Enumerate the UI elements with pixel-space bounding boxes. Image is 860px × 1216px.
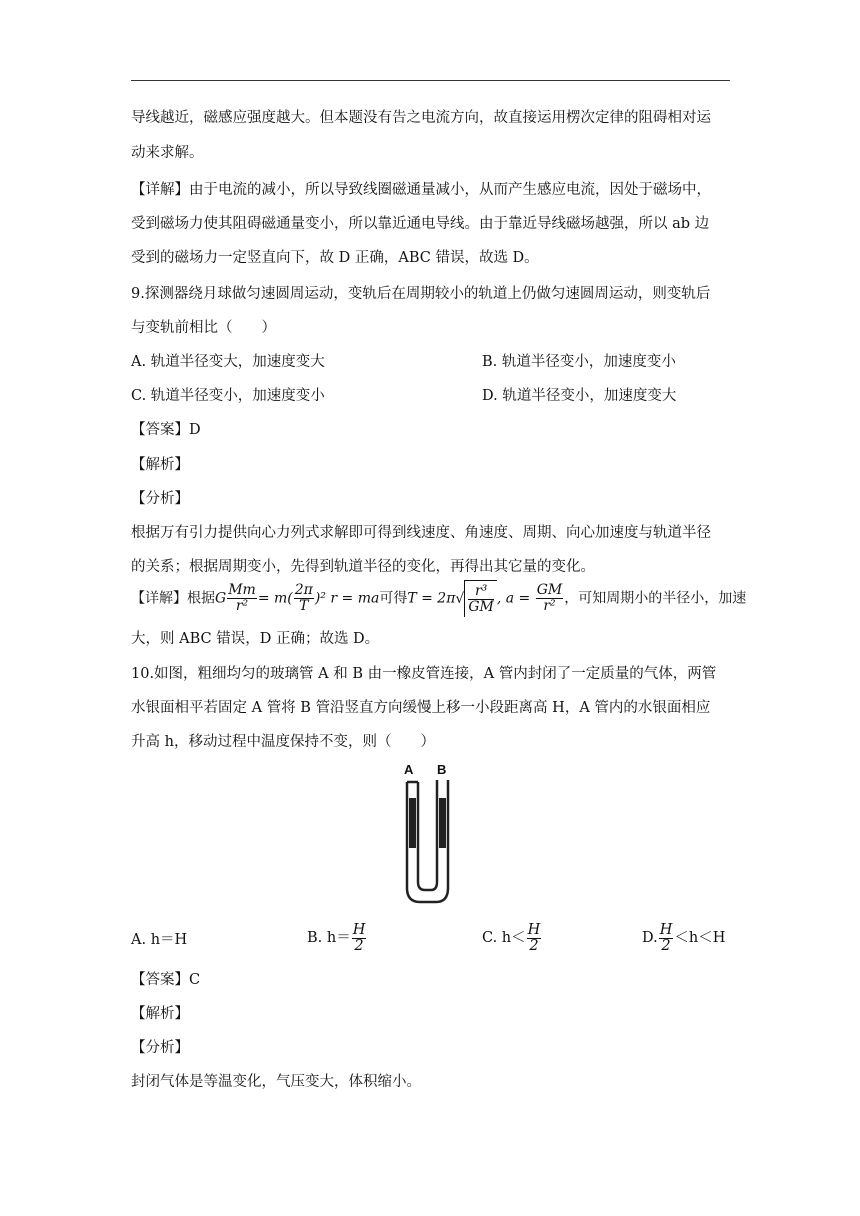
detail-prefix: 【详解】根据 xyxy=(131,590,215,607)
q10-stem: 升高 h，移动过程中温度保持不变，则（ ） xyxy=(131,734,435,750)
q10-stem: 10.如图，粗细均匀的玻璃管 A 和 B 由一橡皮管连接，A 管内封闭了一定质量的气体，两管 xyxy=(131,666,717,682)
q10-option-a: A. h＝H xyxy=(131,932,188,948)
q10-option-b xyxy=(307,920,367,956)
formula-part: = m( xyxy=(257,590,293,607)
frac-denominator: 2 xyxy=(529,937,539,954)
formula-2pi-over-t: $\frac{2\pi}{T}$ xyxy=(294,582,313,614)
q9-option-d: D. 轨道半径变小，加速度变大 xyxy=(482,388,677,404)
formula-sqrt: √ $\frac{\text{r³}}{GM}$ xyxy=(455,580,496,617)
q10-answer: 【答案】C xyxy=(131,972,201,988)
frac-numerator: H xyxy=(527,921,541,938)
fraction-h-over-2 xyxy=(659,923,674,954)
text-line: 动来求解。 xyxy=(131,145,204,161)
text-line: 【详解】由于电流的减小，所以导致线圈磁通量减小，从而产生感应电流，因处于磁场中， xyxy=(131,182,711,198)
fraction-h-over-2 xyxy=(352,923,367,954)
mercury-column-b xyxy=(439,798,446,848)
formula-gm-over-r2: $\frac{GM}{\text{r²}}$ xyxy=(536,582,563,614)
text-line: 受到磁场力使其阻碍磁通量变小，所以靠近通电导线。由于靠近导线磁场越强，所以 ab 边 xyxy=(131,216,710,232)
q9-detail-formula-line xyxy=(131,580,746,617)
formula-mm-over-r2: $\frac{Mm}{\text{r²}}$ xyxy=(228,582,256,614)
formula-part: )² r = ma xyxy=(314,590,380,607)
q10-option-d xyxy=(642,920,725,956)
q10-option-b-prefix: B. h＝ xyxy=(307,930,351,946)
mercury-column-a xyxy=(409,798,416,848)
header-rule xyxy=(131,80,730,81)
q10-option-d-suffix: ＜h＜H xyxy=(674,930,726,946)
detail-mid: 可得 xyxy=(379,590,408,607)
q10-stem: 水银面相平若固定 A 管将 B 管沿竖直方向缓慢上移一小段距离高 H，A 管内的水银面相应 xyxy=(131,700,711,716)
inner-tube-wall xyxy=(418,780,437,890)
u-tube-diagram xyxy=(398,760,458,910)
text-line: 受到的磁场力一定竖直向下，故 D 正确，ABC 错误，故选 D。 xyxy=(131,250,539,266)
q9-fenxi-heading: 【分析】 xyxy=(131,491,189,507)
q10-analysis-heading: 【解析】 xyxy=(131,1006,189,1022)
q9-option-a: A. 轨道半径变大，加速度变大 xyxy=(131,354,325,370)
q9-detail-text: 大，则 ABC 错误，D 正确；故选 D。 xyxy=(131,631,380,647)
tube-label-a: A xyxy=(404,762,414,777)
frac-numerator: H xyxy=(352,921,366,938)
q9-fenxi-text: 根据万有引力提供向心力列式求解即可得到线速度、角速度、周期、向心加速度与轨道半径 xyxy=(131,525,711,541)
tube-label-b: B xyxy=(437,762,447,777)
q9-fenxi-text: 的关系；根据周期变小，先得到轨道半径的变化，再得出其它量的变化。 xyxy=(131,559,595,575)
fraction-h-over-2 xyxy=(527,923,542,954)
q9-stem: 9.探测器绕月球做匀速圆周运动，变轨后在周期较小的轨道上仍做匀速圆周运动，则变轨后 xyxy=(131,286,711,302)
q9-option-b: B. 轨道半径变小，加速度变小 xyxy=(482,354,676,370)
frac-denominator: 2 xyxy=(354,937,364,954)
q9-analysis-heading: 【解析】 xyxy=(131,457,189,473)
q10-option-c-prefix: C. h＜ xyxy=(482,930,526,946)
formula-part: T = 2π xyxy=(407,590,456,607)
frac-numerator: H xyxy=(659,921,673,938)
formula-part: , a = xyxy=(496,590,535,607)
q9-stem: 与变轨前相比（ ） xyxy=(131,320,276,336)
q10-fenxi-heading: 【分析】 xyxy=(131,1040,189,1056)
q9-answer: 【答案】D xyxy=(131,422,201,438)
text-line: 导线越近，磁感应强度越大。但本题没有告之电流方向，故直接运用楞次定律的阻碍相对运 xyxy=(131,110,711,126)
u-tube-figure xyxy=(398,760,458,914)
q10-fenxi-text: 封闭气体是等温变化，气压变大，体积缩小。 xyxy=(131,1074,421,1090)
q10-option-c xyxy=(482,920,542,956)
frac-denominator: 2 xyxy=(661,937,671,954)
detail-suffix: ，可知周期小的半径小，加速 xyxy=(564,590,747,607)
formula-g: G xyxy=(215,590,227,607)
q10-option-d-prefix: D. xyxy=(642,930,658,946)
q9-option-c: C. 轨道半径变小，加速度变小 xyxy=(131,388,325,404)
